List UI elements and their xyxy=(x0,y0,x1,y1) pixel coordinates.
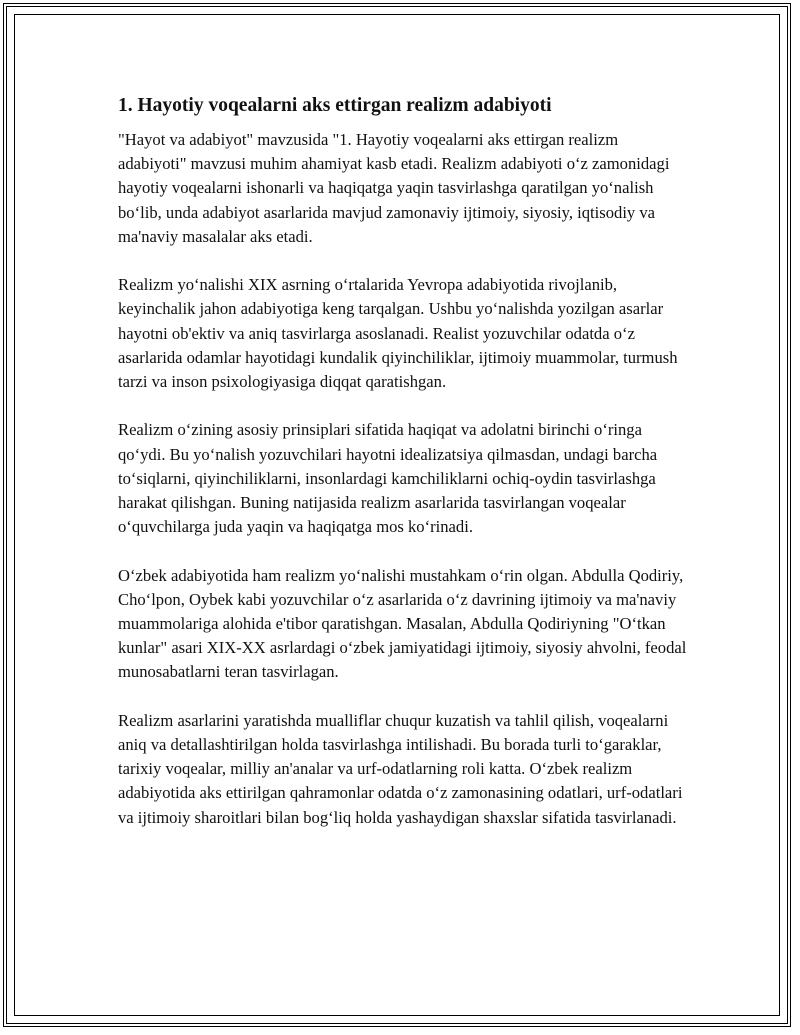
paragraph-2: Realizm yo‘nalishi XIX asrning o‘rtalarida Yevropa adabiyotida rivojlanib, keyinchalik jahon adabiyotiga keng tarqalgan. Ushbu yo‘nalishda yozilgan asarlar hayotni ob'ektiv va aniq tasvirlarga asoslanadi. Realist yozuvchilar odatda o‘z asarlarida odamlar hayotidagi kundalik qiyinchiliklar, ijtimoiy muammolar, turmush tarzi va inson psixologiyasiga diqqat qaratishgan. xyxy=(118,275,678,392)
document-title: 1. Hayotiy voqealarni aks ettirgan realizm adabiyoti xyxy=(118,95,552,116)
paragraph-3: Realizm o‘zining asosiy prinsiplari sifatida haqiqat va adolatni birinchi o‘ringa qo‘ydi. Bu yo‘nalish yozuvchilari hayotni idealizatsiya qilmasdan, undagi barcha to‘siqlarni, qiyinchiliklarni, insonlardagi kamchiliklarni ochiq-oydin tasvirlashga harakat qilishgan. Buning natijasida realizm asarlarida tasvirlangan voqealar o‘quvchilarga juda yaqin va haqiqatga mos ko‘rinadi. xyxy=(118,420,658,537)
paragraph-4: O‘zbek adabiyotida ham realizm yo‘nalishi mustahkam o‘rin olgan. Abdulla Qodiriy, Cho‘lpon, Oybek kabi yozuvchilar o‘z asarlarida o‘z davrining ijtimoiy va ma'naviy muammolariga alohida e'tibor qaratishgan. Masalan, Abdulla Qodiriyning "O‘tkan kunlar" asari XIX-XX asrlardagi o‘zbek jamiyatidagi ijtimoiy, siyosiy ahvolni, feodal munosabatlarni teran tasvirlagan. xyxy=(118,565,687,682)
paragraph-5: Realizm asarlarini yaratishda mualliflar chuqur kuzatish va tahlil qilish, voqealarni aniq va detallashtirilgan holda tasvirlashga intilishadi. Bu borada turli to‘garaklar, tarixiy voqealar, milliy an'analar va urf-odatlarning roli katta. O‘zbek realizm adabiyotida aks ettirilgan qahramonlar odatda o‘z zamonasining odatlari, urf-odatlari va ijtimoiy sharoitlari bilan bog‘liq holda yashaydigan shaxslar sifatida tasvirlanadi. xyxy=(118,710,683,827)
document-body xyxy=(118,92,688,854)
paragraph-1: "Hayot va adabiyot" mavzusida "1. Hayotiy voqealarni aks ettirgan realizm adabiyoti" mavzusi muhim ahamiyat kasb etadi. Realizm adabiyoti o‘z zamonidagi hayotiy voqealarni ishonarli va haqiqatga yaqin tasvirlashga qaratilgan yo‘nalish bo‘lib, unda adabiyot asarlarida mavjud zamonaviy ijtimoiy, siyosiy, iqtisodiy va ma'naviy masalalar aks etadi. xyxy=(118,130,670,246)
